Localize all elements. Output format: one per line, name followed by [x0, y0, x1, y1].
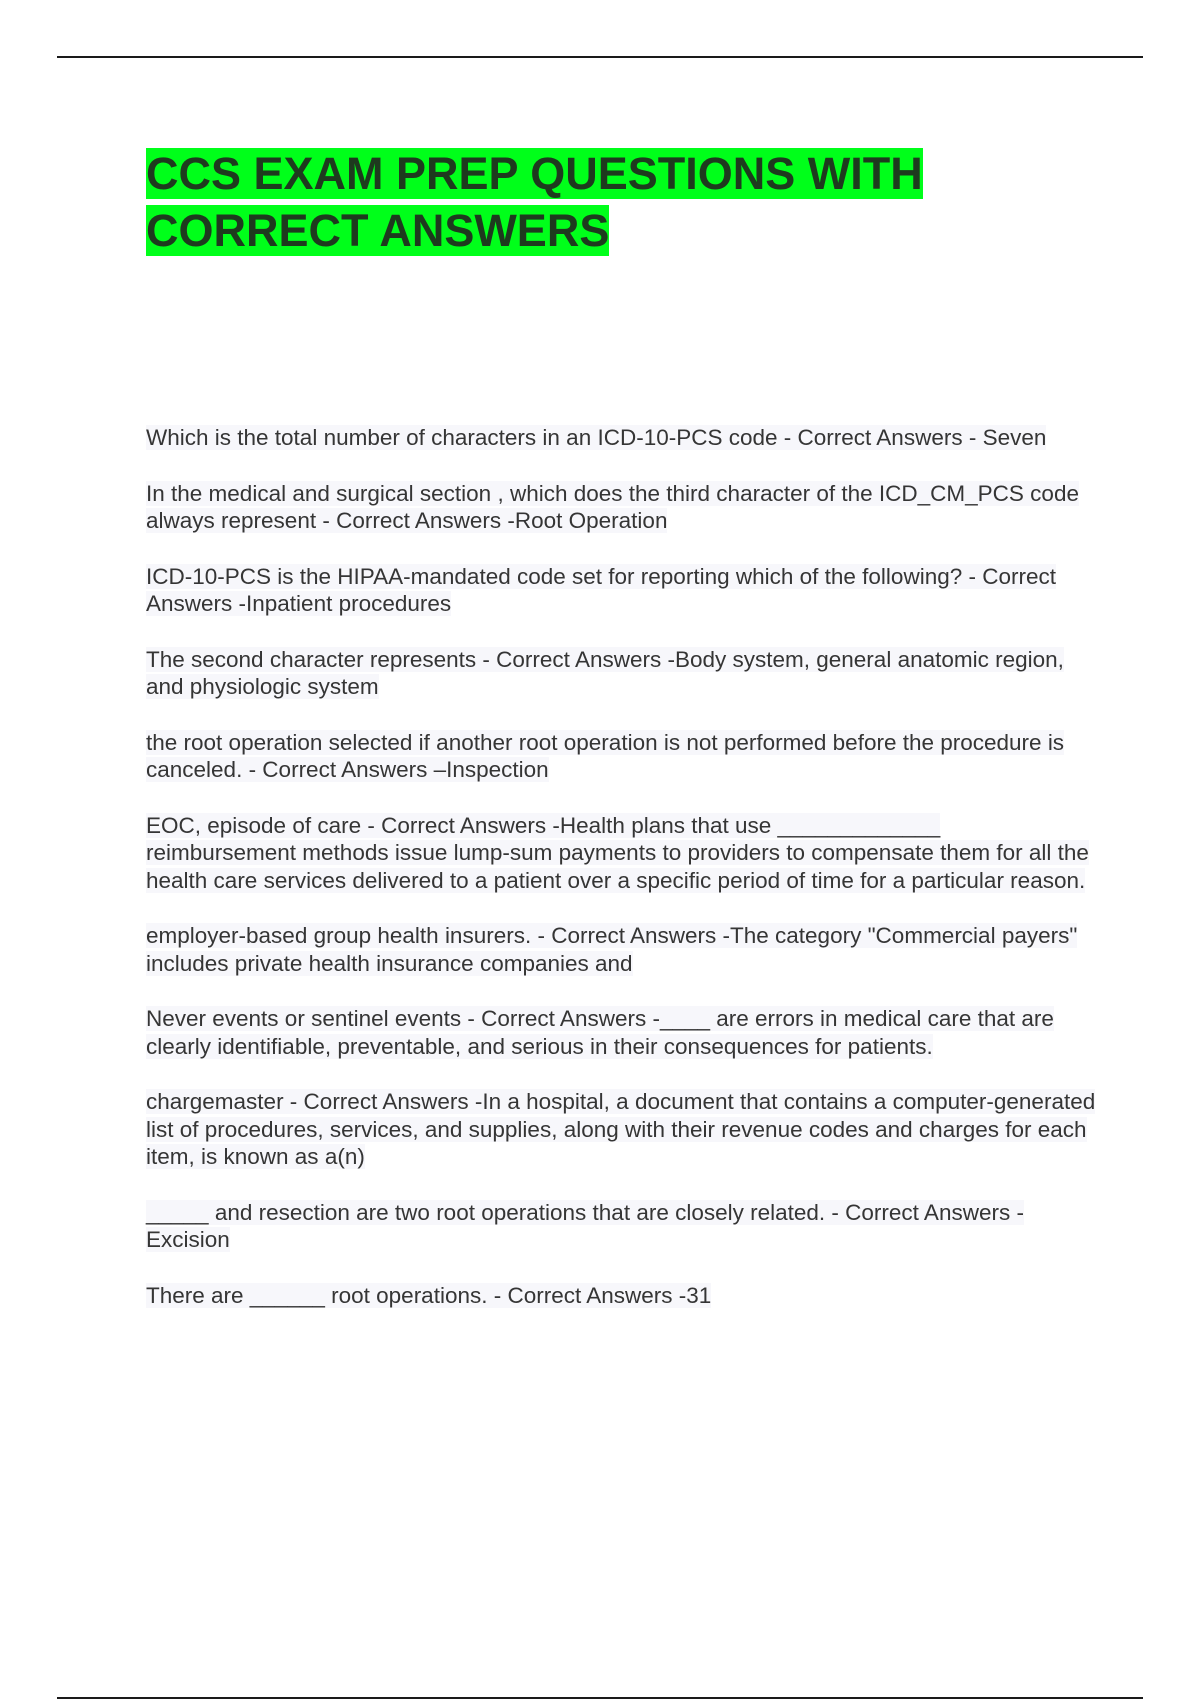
qa-item-text: Which is the total number of characters in an ICD-10-PCS code - Correct Answers - Seven [146, 425, 1047, 450]
qa-item-text: _____ and resection are two root operations that are closely related. - Correct Answers -Excision [146, 1199, 1024, 1252]
qa-item-6 [146, 812, 1096, 895]
qa-item-7 [146, 922, 1096, 977]
qa-item-1 [146, 424, 1096, 452]
qa-item-text: employer-based group health insurers. - Correct Answers -The category "Commercial payers" includes private health insurance companies and [146, 923, 1078, 976]
bottom-divider [57, 1697, 1143, 1699]
qa-item-text: Never events or sentinel events - Correct Answers -____ are errors in medical care that are clearly identifiable, preventable, and serious in their consequences for patients. [146, 1006, 1054, 1059]
qa-item-text: In the medical and surgical section , which does the third character of the ICD_CM_PCS code always represent - Correct Answers -Root Operation [146, 480, 1079, 533]
qa-item-8 [146, 1005, 1096, 1060]
qa-item-text: The second character represents - Correct Answers -Body system, general anatomic region, and physiologic system [146, 646, 1064, 699]
qa-item-9 [146, 1088, 1096, 1171]
qa-item-2 [146, 480, 1096, 535]
qa-item-5 [146, 729, 1096, 784]
qa-item-3 [146, 563, 1096, 618]
qa-item-text: There are ______ root operations. - Correct Answers -31 [146, 1282, 712, 1308]
qa-item-10 [146, 1199, 1096, 1254]
qa-item-text: EOC, episode of care - Correct Answers -Health plans that use _____________ reimbursement methods issue lump-sum payments to providers to compensate them for all the health care services delivered to a patient over a specific period of time for a particular reason. [146, 812, 1089, 893]
top-divider [57, 56, 1143, 58]
document-title-text: CCS EXAM PREP QUESTIONS WITH CORRECT ANSWERS [146, 148, 923, 256]
document-title [146, 145, 1046, 259]
qa-item-4 [146, 646, 1096, 701]
qa-item-11 [146, 1282, 1096, 1310]
qa-item-text: ICD-10-PCS is the HIPAA-mandated code set for reporting which of the following? - Correct Answers -Inpatient procedures [146, 563, 1056, 616]
qa-list [146, 424, 1096, 1337]
qa-item-text: chargemaster - Correct Answers -In a hospital, a document that contains a computer-generated list of procedures, services, and supplies, along with their revenue codes and charges for each item, is known as a(n) [146, 1089, 1096, 1169]
qa-item-text: the root operation selected if another root operation is not performed before the procedure is canceled. - Correct Answers –Inspection [146, 729, 1065, 782]
